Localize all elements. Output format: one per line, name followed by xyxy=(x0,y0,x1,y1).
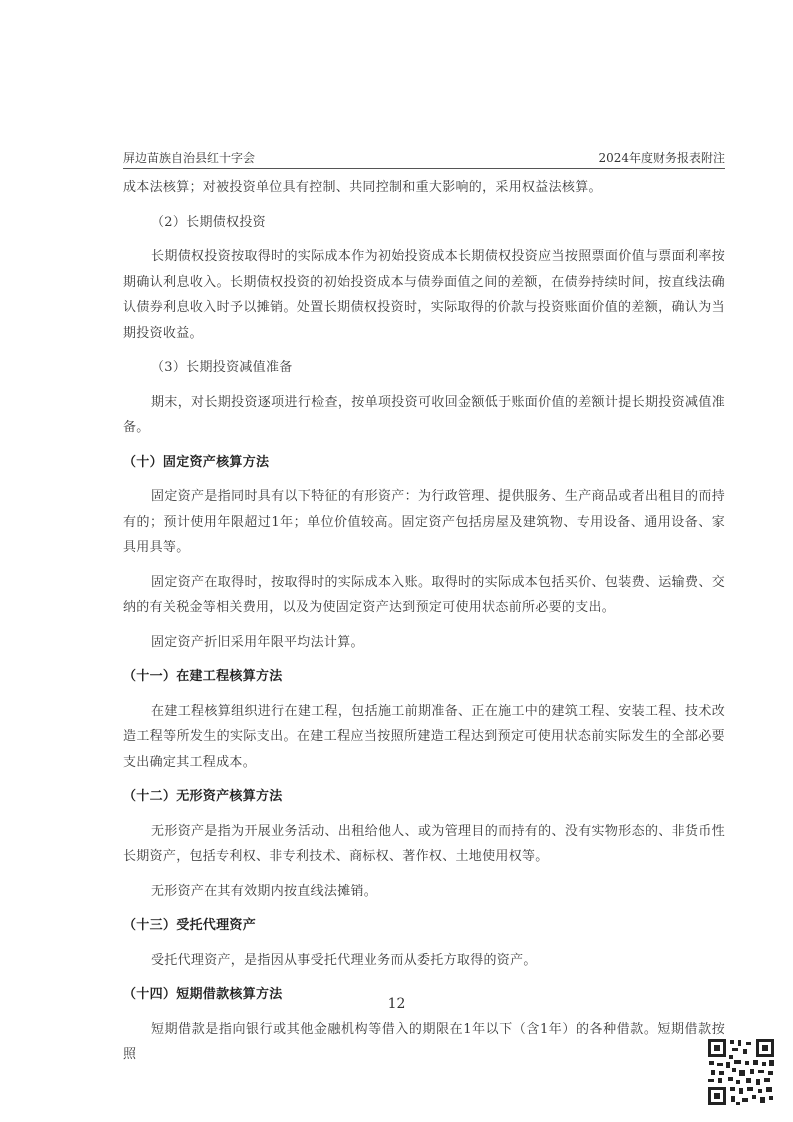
page-number: 12 xyxy=(387,996,406,1012)
header-report-title: 2024年度财务报表附注 xyxy=(598,151,725,165)
header-organization: 屏边苗族自治县红十字会 xyxy=(123,151,256,165)
paragraph-short-term-borrowings: 短期借款是指向银行或其他金融机构等借入的期限在1年以下（含1年）的各种借款。短期借款按照 xyxy=(123,1021,725,1062)
paragraph-entrusted-assets: 受托代理资产，是指因从事受托代理业务而从委托方取得的资产。 xyxy=(151,952,537,968)
heading-construction-in-progress: （十一）在建工程核算方法 xyxy=(123,669,283,684)
paragraph-intangible-assets-amortization: 无形资产在其有效期内按直线法摊销。 xyxy=(151,883,378,899)
paragraph-intangible-assets-definition: 无形资产是指为开展业务活动、出租给他人、或为管理目的而持有的、没有实物形态的、非货币性长期资产，包括专利权、非专利技术、商标权、著作权、土地使用权等。 xyxy=(123,823,725,864)
paragraph-fixed-assets-definition: 固定资产是指同时具有以下特征的有形资产：为行政管理、提供服务、生产商品或者出租目的而持有的；预计使用年限超过1年；单位价值较高。固定资产包括房屋及建筑物、专用设备、通用设备、家具用具等。 xyxy=(123,489,725,555)
heading-entrusted-assets: （十三）受托代理资产 xyxy=(123,918,257,933)
heading-intangible-assets: （十二）无形资产核算方法 xyxy=(123,789,283,804)
paragraph-fixed-assets-depreciation: 固定资产折旧采用年限平均法计算。 xyxy=(151,634,364,650)
paragraph-long-term-debt-investment: 长期债权投资按取得时的实际成本作为初始投资成本长期债权投资应当按照票面价值与票面利率按期确认利息收入。长期债权投资的初始投资成本与债券面值之间的差额，在债券持续时间，按直线法确认债券利息收入时予以摊销。处置长期债权投资时，实际取得的价款与投资账面价值的差额，确认为当期投资收益。 xyxy=(123,249,725,341)
page-header xyxy=(123,149,725,169)
paragraph-construction-in-progress: 在建工程核算组织进行在建工程，包括施工前期准备、正在施工中的建筑工程、安装工程、技术改造工程等所发生的实际支出。在建工程应当按照所建造工程达到预定可使用状态前实际发生的全部必要支出确定其工程成本。 xyxy=(123,703,725,770)
qr-code-icon xyxy=(706,1037,776,1107)
paragraph-impairment-provision: 期末，对长期投资逐项进行检查，按单项投资可收回金额低于账面价值的差额计提长期投资减值准备。 xyxy=(123,394,725,435)
paragraph-equity-method: 成本法核算；对被投资单位具有控制、共同控制和重大影响的，采用权益法核算。 xyxy=(123,180,602,195)
heading-fixed-assets: （十）固定资产核算方法 xyxy=(123,454,270,470)
paragraph-fixed-assets-cost: 固定资产在取得时，按取得时的实际成本入账。取得时的实际成本包括买价、包装费、运输费、交纳的有关税金等相关费用，以及为使固定资产达到预定可使用状态前所必要的支出。 xyxy=(123,574,725,615)
subheading-long-term-debt-investment: （2）长期债权投资 xyxy=(151,214,266,230)
heading-short-term-borrowings: （十四）短期借款核算方法 xyxy=(123,987,283,1002)
subheading-impairment-provision: （3）长期投资减值准备 xyxy=(151,360,293,375)
document-body xyxy=(123,175,725,1068)
